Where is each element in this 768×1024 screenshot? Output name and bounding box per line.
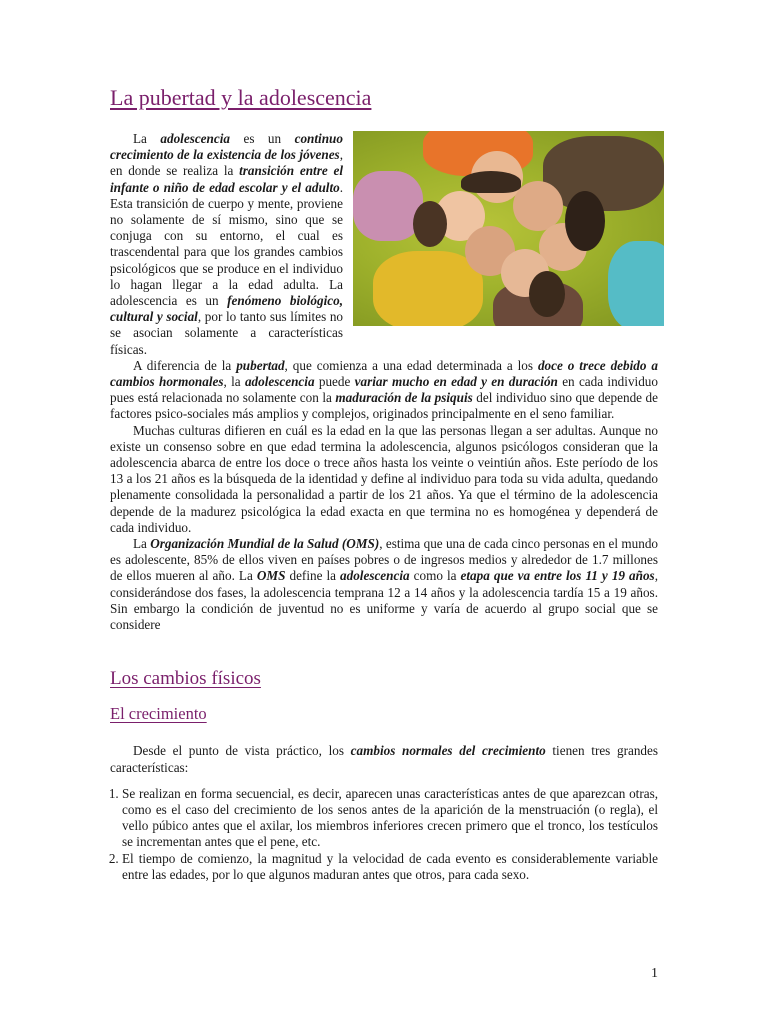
paragraph-4 (110, 536, 658, 633)
text: La (133, 131, 161, 146)
emphasis: adolescencia (160, 131, 230, 146)
page-number: 1 (651, 966, 658, 981)
text: , considerándose dos fases, la adolescencia temprana 12 a 14 años y la adolescencia tardía 15 a 19 años. Sin embargo la condición de juventud no es uniforme y varía de acuerdo al grupo social que se considere (110, 568, 658, 633)
growth-characteristics-list (110, 786, 658, 883)
text: como la (409, 568, 461, 584)
text: A diferencia de la (133, 357, 237, 373)
page-content (110, 84, 658, 883)
text: , estima que una de cada cinco personas en el mundo es adolescente, 85% de ellos viven en países pobres o de ingresos medios y alrededor de 1.7 millones de ellos mueren al año. La (110, 536, 659, 584)
emphasis: etapa que va entre los 11 y 19 años (460, 568, 655, 584)
text: La (133, 536, 151, 552)
emphasis: adolescencia (244, 374, 315, 390)
emphasis: transición entre el infante o niño de edad escolar y el adulto (110, 163, 343, 195)
text: define la (285, 568, 341, 584)
section-heading-cambios: Los cambios físicos (110, 668, 261, 690)
paragraph-2 (110, 358, 658, 423)
text: en cada individuo pues está relacionada no solamente con la (110, 374, 658, 406)
text: es un (229, 131, 295, 146)
hair-3 (413, 201, 447, 247)
list-item: 1. Se realizan en forma secuencial, es decir, aparecen unas características antes de que aparezcan otras, como es el caso del crecimiento de los senos antes de la aparición de la menstruación (o regla), el vello púbico antes que el axilar, los miembros inferiores crecen primero que el tronco, los testículos se incrementan antes que el pene, etc. (122, 786, 658, 851)
shirt-teal (608, 241, 664, 326)
page-title: La pubertad y la adolescencia (110, 85, 372, 110)
text: del individuo sino que depende de factores psico-sociales más amplios y complejos, originados principalmente en el seno familiar. (110, 390, 659, 422)
emphasis: OMS (256, 568, 286, 584)
text: , que comienza a una edad determinada a los (284, 357, 538, 373)
text: . Esta transición de cuerpo y mente, proviene no solamente de sí mismo, sino que se conjuga con su entorno, el cual es trascendental para que los grandes cambios psicológicos que se produce en el individuo lo hagan llegar a la edad adulta. La adolescencia es un (110, 179, 343, 309)
text: Desde el punto de vista práctico, los (133, 743, 351, 759)
subsection-heading-crecimiento: El crecimiento (110, 704, 207, 724)
emphasis: Organización Mundial de la Salud (OMS) (150, 536, 380, 552)
shirt-yellow (373, 251, 483, 326)
text: , la (223, 374, 245, 390)
text: , en donde se realiza la (110, 147, 343, 179)
text: tienen tres grandes características: (110, 743, 658, 775)
emphasis: pubertad (236, 357, 285, 373)
hair-4 (529, 271, 565, 317)
emphasis: maduración de la psiquis (335, 390, 473, 406)
paragraph-3: Muchas culturas difieren en cuál es la edad en la que las personas llegan a ser adultas. Aunque no existe un consenso sobre en que edad termina la adolescencia, algunos psicólogos consideran que la adolescencia abarca de entre los doce o trece años hasta los veinte o veintiún años. Este período de los 13 a los 21 años es la búsqueda de la identidad y define al individuo para toda su vida adulta, quedando plenamente consolidada la personalidad a partir de los 21 años. Ya que el término de la adolescencia depende de la madurez psicológica la edad exacta en que termina no es homogénea y dependerá de cada individuo. (110, 422, 658, 535)
emphasis: continuo crecimiento de la existencia de los jóvenes (110, 131, 343, 163)
emphasis: adolescencia (340, 568, 410, 584)
shirt-pink (353, 171, 423, 241)
emphasis: fenómeno biológico, cultural y social (110, 293, 343, 325)
teens-photo (353, 131, 664, 326)
list-item: 2. El tiempo de comienzo, la magnitud y la velocidad de cada evento es considerablemente variable entre las edades, por lo que algunos maduran antes que otros, para cada sexo. (122, 851, 658, 883)
text: puede (314, 374, 355, 390)
emphasis: cambios normales del crecimiento (350, 743, 546, 759)
emphasis: doce o trece debido a cambios hormonales (110, 357, 658, 390)
hair-2 (565, 191, 605, 251)
emphasis: variar mucho en edad y en duración (354, 374, 558, 390)
paragraph-5 (110, 743, 658, 775)
text: , por lo tanto sus límites no se asocian solamente a características físicas. (110, 309, 344, 357)
hair-1 (461, 171, 521, 193)
